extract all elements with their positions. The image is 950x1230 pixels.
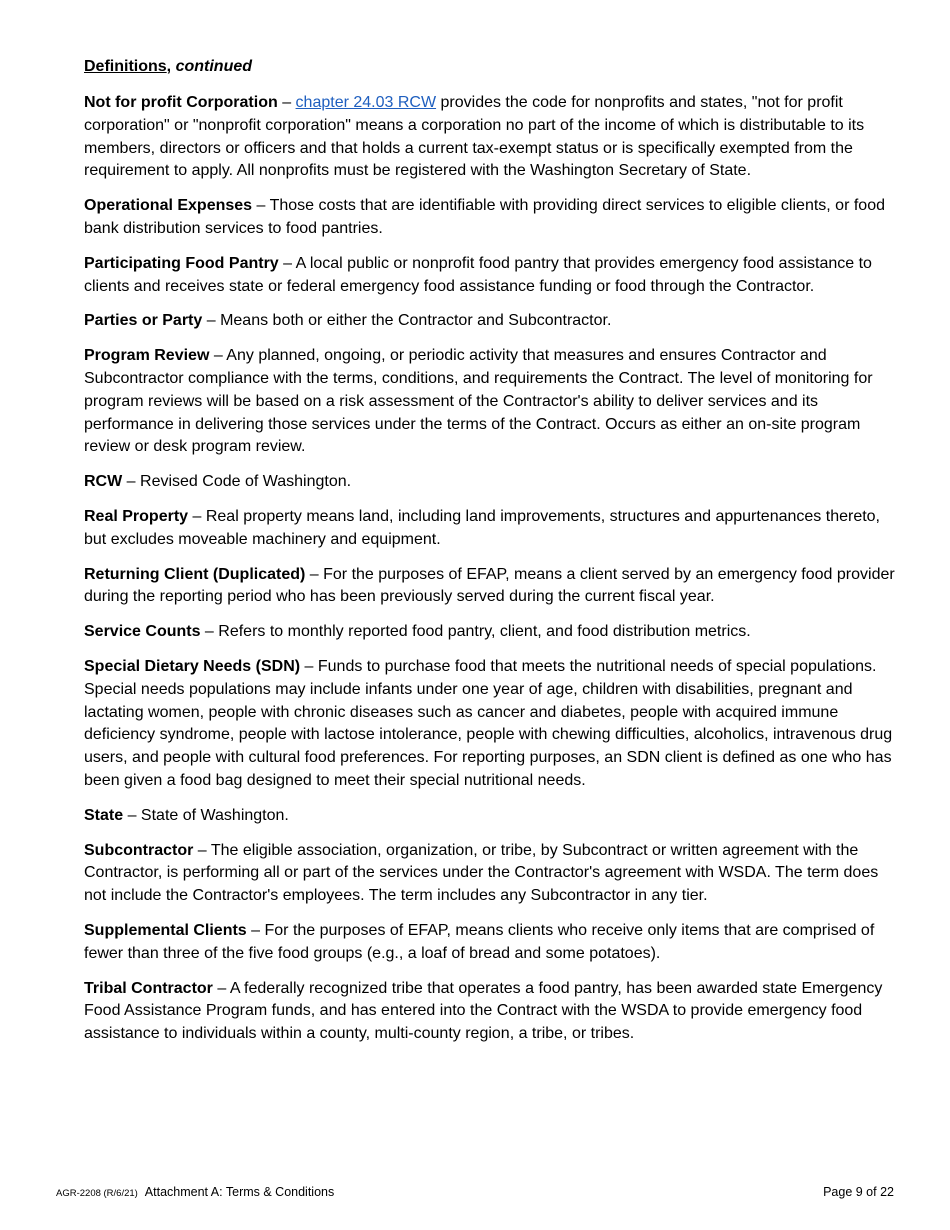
- definition-service-counts: Service Counts – Refers to monthly reported food pantry, client, and food distribution metrics.: [84, 623, 751, 641]
- footer-left: [56, 1184, 334, 1202]
- definition-not-for-profit: Not for profit Corporation – chapter 24.03 RCW provides the code for nonprofits and states, "not for profit corporation" or "nonprofit corporation" means a corporation no part of the income of which is distributable to its members, directors or officers and that holds a current tax-exempt status or is specifically exempted from the requirement to apply. All nonprofits must be registered with the Washington Secretary of State.: [84, 94, 865, 180]
- page-footer: [56, 1184, 894, 1202]
- definition-parties: Parties or Party – Means both or either the Contractor and Subcontractor.: [84, 312, 612, 330]
- definition-supplemental-clients: Supplemental Clients – For the purposes of EFAP, means clients who receive only items that are comprised of fewer than three of the five food groups (e.g., a loaf of bread and some potatoes).: [84, 921, 875, 962]
- rcw-link[interactable]: chapter 24.03 RCW: [295, 94, 437, 111]
- page-number: Page 9 of 22: [823, 1185, 894, 1199]
- definition-returning-client: Returning Client (Duplicated) – For the purposes of EFAP, means a client served by an emergency food provider during the reporting period who has been previously served during the current fiscal year.: [84, 565, 895, 606]
- definition-participating-food-pantry: Participating Food Pantry – A local public or nonprofit food pantry that provides emergency food assistance to clients and receives state or federal emergency food assistance funding or food through the Contractor.: [84, 254, 872, 295]
- definition-rcw: RCW – Revised Code of Washington.: [84, 473, 352, 491]
- definition-operational-expenses: Operational Expenses – Those costs that are identifiable with providing direct services to eligible clients, or food bank distribution services to food pantries.: [84, 197, 885, 237]
- definition-program-review: Program Review – Any planned, ongoing, or periodic activity that measures and ensures Contractor and Subcontractor compliance with the terms, conditions, and requirements the Contract. The level of monitoring for program reviews will be based on a risk assessment of the Contractor's ability to deliver services and its performance in delivering those services under the terms of the Contract. Occurs as either an on-site program review or desk program review.: [84, 347, 873, 456]
- form-code: AGR-2208 (R/6/21): [56, 1188, 138, 1199]
- definition-state: State – State of Washington.: [84, 806, 289, 824]
- document-body: [84, 56, 896, 1058]
- heading-suffix: continued: [175, 58, 253, 75]
- definition-real-property: Real Property – Real property means land, including land improvements, structures and appurtenances thereto, but excludes moveable machinery and equipment.: [84, 507, 880, 548]
- attachment-title: Attachment A: Terms & Conditions: [144, 1185, 335, 1199]
- definition-subcontractor: Subcontractor – The eligible association, organization, or tribe, by Subcontract or written agreement with the Contractor, is performing all or part of the services under the Contractor's agreement with WSDA. The term does not include the Contractor's employees. The term includes any Subcontractor in any tier.: [84, 841, 879, 905]
- definition-tribal-contractor: Tribal Contractor – A federally recognized tribe that operates a food pantry, has been awarded state Emergency Food Assistance Program funds, and has entered into the Contract with the WSDA to provide emergency food assistance to individuals within a county, multi-county region, a tribe, or tribes.: [84, 979, 883, 1043]
- heading-title: Definitions: [84, 58, 167, 75]
- definition-special-dietary-needs: Special Dietary Needs (SDN) – Funds to purchase food that meets the nutritional needs of special populations. Special needs populations may include infants under one year of age, children with disabilities, pregnant and lactating women, people with chronic diseases such as cancer and diabetes, people with acquired immune deficiency syndrome, people with lactose intolerance, people with chewing difficulties, alcoholics, intravenous drug users, and people with cultural food preferences. For reporting purposes, an SDN client is defined as one who has been given a food bag designed to meet their special nutritional needs.: [84, 657, 893, 789]
- section-heading: Definitions, continued: [84, 58, 253, 75]
